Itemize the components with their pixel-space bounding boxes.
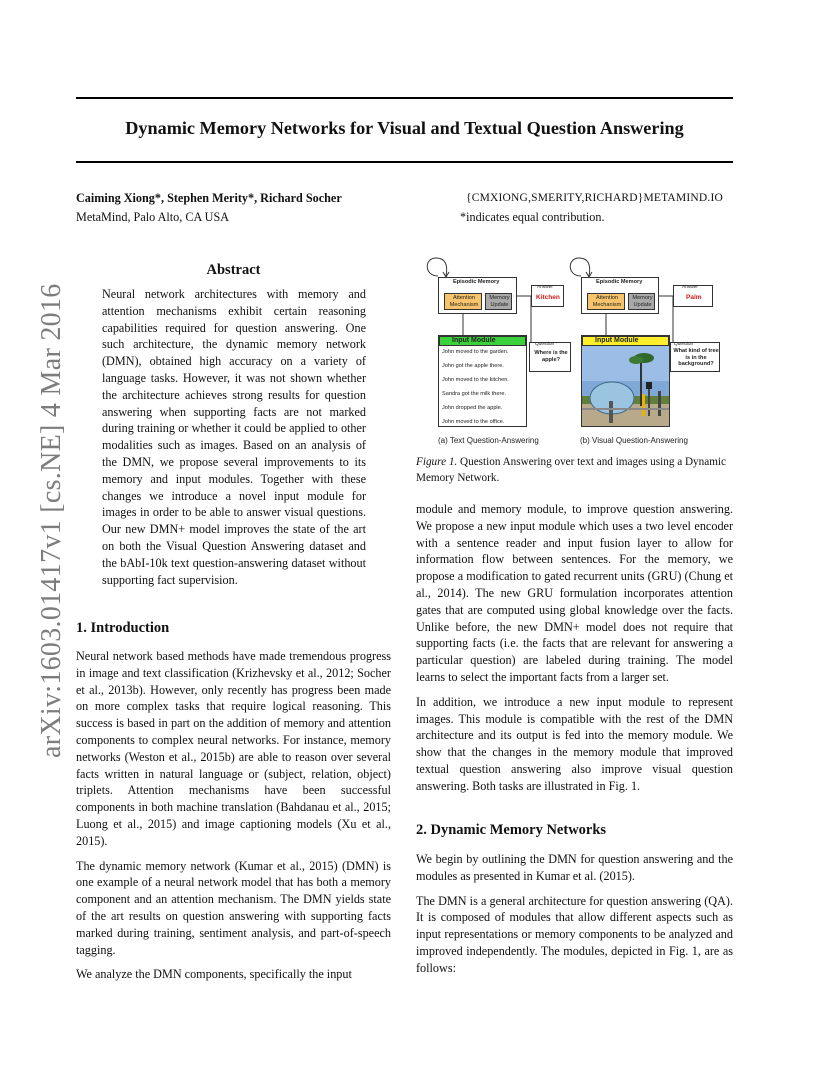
memory-update-label: Memory Update	[489, 295, 510, 308]
fact-sentence: John got the apple there.	[442, 363, 504, 369]
question-label: Question	[674, 342, 694, 347]
author-list: Caiming Xiong*, Stephen Merity*, Richard Socher	[76, 191, 342, 205]
memory-update-box	[628, 293, 655, 310]
top-rule	[76, 97, 733, 99]
paragraph: The DMN is a general architecture for question answering (QA). It is composed of modules that allow different aspects such as input representations or memory components to be analyzed and improved independently. The modules, depicted in Fig. 1, are as follows:	[416, 893, 733, 975]
episodic-memory-box	[438, 277, 517, 314]
answer-value: Kitchen	[536, 294, 560, 301]
question-label: Question	[535, 342, 555, 347]
paragraph: In addition, we introduce a new input module to represent images. This module is compatible with the rest of the DMN architecture and its output is fed into the memory module. We show that the changes in the memory module that improved textual question answering also improve visual question answering. Both tasks are illustrated in Fig. 1.	[416, 694, 733, 793]
subfigure-label-a: (a) Text Question-Answering	[438, 436, 539, 445]
paragraph: We analyze the DMN components, specifically the input	[76, 967, 352, 982]
episodic-memory-box	[581, 277, 659, 314]
title-bottom-rule	[76, 161, 733, 163]
attention-mechanism-label: Attention Mechanism	[592, 295, 622, 308]
input-module-box	[581, 335, 670, 427]
answer-box	[673, 285, 713, 307]
input-module-label: Input Module	[452, 337, 496, 344]
input-module-box	[438, 335, 527, 427]
paragraph: Neural network based methods have made tremendous progress in image and text classification (Krizhevsky et al., 2012; Socher et al., 2013b). However, only recently has progress been made on more complex tasks that require logical reasoning. This success is based in part on the addition of memory and attention components to complex neural networks. For instance, memory networks (Weston et al., 2015b) are able to reason over several facts written in natural language or (subject, relation, object) triplets. Attention mechanisms have been successful components in both machine translation (Bahdanau et al., 2015; Luong et al., 2015) and image captioning models (Xu et al., 2015).	[76, 649, 391, 848]
input-photo	[582, 346, 669, 426]
section-2-text	[416, 851, 733, 985]
input-module-label: Input Module	[595, 337, 639, 344]
answer-value: Palm	[686, 294, 702, 301]
caption-label: Figure 1.	[416, 456, 458, 468]
attention-mechanism-box	[444, 293, 482, 310]
paragraph: We begin by outlining the DMN for question answering and the modules as presented in Kumar et al. (2015).	[416, 852, 733, 883]
input-module-header	[439, 336, 526, 346]
equal-contribution-note: *indicates equal contribution.	[460, 210, 605, 224]
section-heading-introduction: 1. Introduction	[76, 620, 170, 636]
memory-update-box	[485, 293, 512, 310]
introduction-text	[76, 648, 391, 991]
fact-sentence: John moved to the garden.	[442, 349, 509, 355]
abstract-text	[102, 286, 366, 596]
caption-text: Question Answering over text and images using a Dynamic Memory Network.	[416, 456, 726, 484]
fact-sentence: Sandra got the milk there.	[442, 391, 507, 397]
paper-title: Dynamic Memory Networks for Visual and Textual Question Answering	[125, 118, 684, 138]
answer-box	[531, 285, 564, 307]
paragraph: The dynamic memory network (Kumar et al., 2015) (DMN) is one example of a neural network model that has both a memory component and an attention mechanism. The DMN yields state of the art results on question answering with supporting facts marked during training, sentiment analysis, and part-of-speech tagging.	[76, 858, 391, 957]
answer-label: Answer	[682, 285, 698, 290]
fact-sentence: John moved to the kitchen.	[442, 377, 509, 383]
fact-sentence: John moved to the office.	[442, 419, 505, 425]
figure-caption	[416, 455, 733, 486]
answer-label: Answer	[537, 285, 553, 290]
right-column-text	[416, 501, 733, 803]
abstract-paragraph: Neural network architectures with memory and attention mechanisms exhibit certain reasoning capabilities required for question answering. One such architecture, the dynamic memory network (DMN), obtained high accuracy on a variety of language tasks. However, it was not shown whether the architecture achieves strong results for question answering when supporting facts are not marked during training or whether it could be applied to other modalities such as images. Based on an analysis of the DMN, we propose several improvements to its memory and input modules. Together with these changes we introduce a novel input module for images in order to be able to answer visual questions. Our new DMN+ model improves the state of the art on both the Visual Question Answering dataset and the bAbI-10k text question-answering dataset without supporting fact supervision.	[102, 287, 366, 587]
attention-mechanism-label: Attention Mechanism	[449, 295, 479, 308]
abstract-heading: Abstract	[206, 262, 261, 278]
section-heading-dmn: 2. Dynamic Memory Networks	[416, 822, 607, 838]
attention-mechanism-box	[587, 293, 625, 310]
arxiv-identifier-stamp: arXiv:1603.01417v1 [cs.NE] 4 Mar 2016	[36, 283, 67, 758]
figure-1	[416, 252, 733, 452]
question-text: What kind of tree is in the background?	[673, 348, 719, 367]
memory-update-label: Memory Update	[632, 295, 653, 308]
input-module-header	[582, 336, 669, 346]
subfigure-label-b: (b) Visual Question-Answering	[580, 436, 688, 445]
question-box	[529, 342, 571, 372]
affiliation: MetaMind, Palo Alto, CA USA	[76, 210, 230, 224]
fact-sentence: John dropped the apple.	[442, 405, 503, 411]
question-box	[670, 342, 720, 372]
author-emails: {CMXIONG,SMERITY,RICHARD}METAMIND.IO	[466, 192, 724, 204]
episodic-memory-label: Episodic Memory	[453, 279, 500, 285]
paragraph: module and memory module, to improve question answering. We propose a new input module which uses a two level encoder with a sentence reader and input fusion layer to allow for information flow between sentences. For the memory, we propose a modification to gated recurrent units (GRU) (Chung et al., 2014). The new GRU formulation incorporates attention gates that are computed using global knowledge over the facts. Unlike before, the new DMN+ model does not require that supporting facts (i.e. the facts that are relevant for answering a particular question) are labeled during training. The model learns to select the important facts from a larger set.	[416, 502, 733, 684]
episodic-memory-label: Episodic Memory	[596, 279, 643, 285]
question-text: Where is the apple?	[534, 350, 568, 363]
